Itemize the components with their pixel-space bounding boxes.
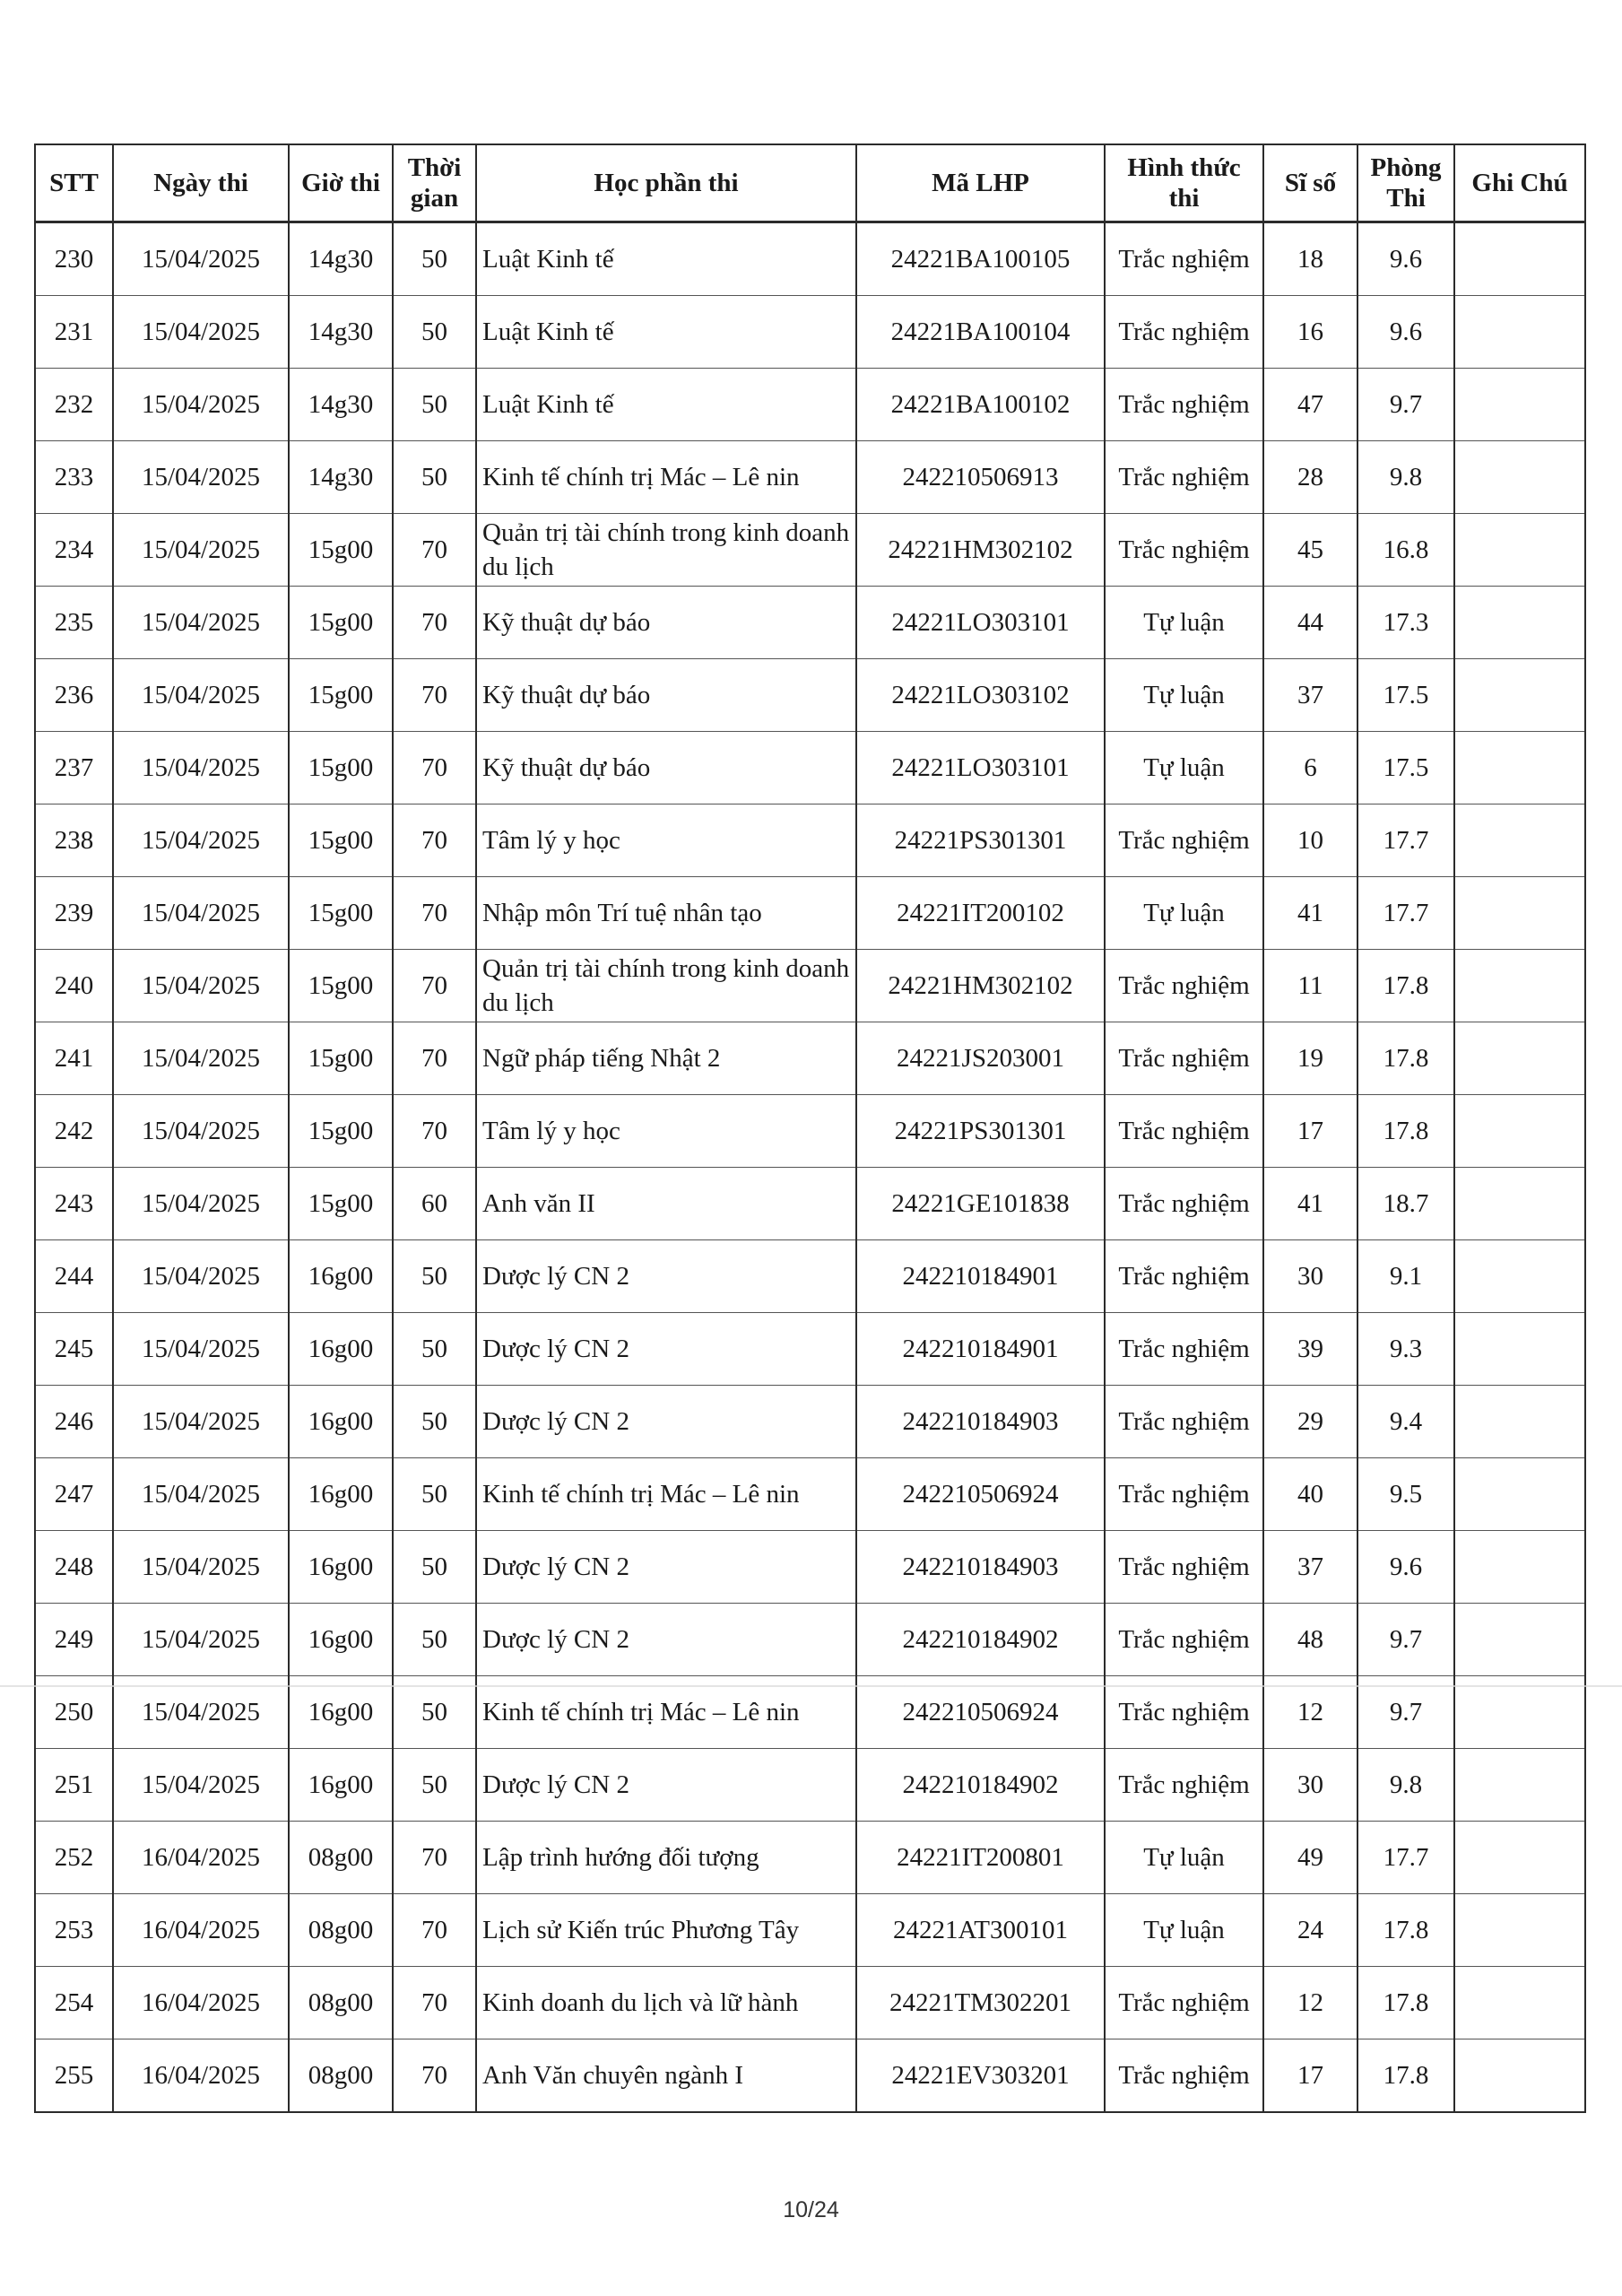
cell-ghi-chu <box>1454 1894 1585 1967</box>
header-stt: STT <box>35 144 113 222</box>
cell-hinh-thuc: Trắc nghiệm <box>1105 1676 1263 1749</box>
table-row <box>35 877 1585 950</box>
cell-ghi-chu <box>1454 877 1585 950</box>
table-row <box>35 659 1585 732</box>
cell-si-so: 41 <box>1263 1168 1357 1240</box>
cell-phong-thi: 9.4 <box>1357 1386 1454 1458</box>
header-ghi-chu: Ghi Chú <box>1454 144 1585 222</box>
cell-stt: 248 <box>35 1531 113 1604</box>
cell-ngay-thi: 15/04/2025 <box>113 1458 289 1531</box>
cell-ma-lhp: 24221BA100102 <box>856 369 1105 441</box>
cell-ngay-thi: 15/04/2025 <box>113 1240 289 1313</box>
cell-hinh-thuc: Trắc nghiệm <box>1105 1386 1263 1458</box>
cell-stt: 233 <box>35 441 113 514</box>
cell-ghi-chu <box>1454 587 1585 659</box>
cell-ngay-thi: 15/04/2025 <box>113 804 289 877</box>
cell-ma-lhp: 242210184901 <box>856 1240 1105 1313</box>
cell-phong-thi: 17.7 <box>1357 1822 1454 1894</box>
cell-hoc-phan: Anh Văn chuyên ngành I <box>476 2039 856 2113</box>
cell-thoi-gian: 70 <box>393 1095 476 1168</box>
cell-thoi-gian: 50 <box>393 1313 476 1386</box>
cell-phong-thi: 17.3 <box>1357 587 1454 659</box>
cell-ma-lhp: 242210184902 <box>856 1749 1105 1822</box>
cell-gio-thi: 15g00 <box>289 804 393 877</box>
cell-ngay-thi: 15/04/2025 <box>113 1604 289 1676</box>
cell-thoi-gian: 70 <box>393 659 476 732</box>
cell-hoc-phan: Quản trị tài chính trong kinh doanh du lịch <box>476 950 856 1022</box>
cell-stt: 235 <box>35 587 113 659</box>
cell-thoi-gian: 50 <box>393 1749 476 1822</box>
table-row <box>35 1022 1585 1095</box>
header-hoc-phan: Học phần thi <box>476 144 856 222</box>
cell-si-so: 17 <box>1263 1095 1357 1168</box>
cell-phong-thi: 17.7 <box>1357 877 1454 950</box>
cell-gio-thi: 14g30 <box>289 369 393 441</box>
cell-stt: 249 <box>35 1604 113 1676</box>
exam-schedule-table <box>34 144 1586 2113</box>
table-row <box>35 950 1585 1022</box>
cell-ma-lhp: 242210184903 <box>856 1386 1105 1458</box>
cell-ghi-chu <box>1454 514 1585 587</box>
cell-ngay-thi: 16/04/2025 <box>113 1822 289 1894</box>
cell-thoi-gian: 70 <box>393 804 476 877</box>
cell-si-so: 24 <box>1263 1894 1357 1967</box>
cell-thoi-gian: 70 <box>393 1967 476 2039</box>
cell-hoc-phan: Dược lý CN 2 <box>476 1749 856 1822</box>
cell-stt: 250 <box>35 1676 113 1749</box>
cell-hoc-phan: Dược lý CN 2 <box>476 1604 856 1676</box>
cell-stt: 245 <box>35 1313 113 1386</box>
cell-ngay-thi: 15/04/2025 <box>113 1313 289 1386</box>
cell-phong-thi: 17.8 <box>1357 1095 1454 1168</box>
cell-hoc-phan: Lịch sử Kiến trúc Phương Tây <box>476 1894 856 1967</box>
cell-phong-thi: 9.8 <box>1357 1749 1454 1822</box>
cell-hoc-phan: Tâm lý y học <box>476 804 856 877</box>
cell-hinh-thuc: Tự luận <box>1105 877 1263 950</box>
cell-si-so: 28 <box>1263 441 1357 514</box>
cell-ma-lhp: 24221LO303101 <box>856 732 1105 804</box>
cell-ngay-thi: 15/04/2025 <box>113 1022 289 1095</box>
cell-phong-thi: 17.8 <box>1357 1894 1454 1967</box>
cell-si-so: 10 <box>1263 804 1357 877</box>
cell-stt: 238 <box>35 804 113 877</box>
table-row <box>35 1386 1585 1458</box>
cell-ghi-chu <box>1454 222 1585 296</box>
cell-gio-thi: 08g00 <box>289 1894 393 1967</box>
cell-phong-thi: 9.6 <box>1357 296 1454 369</box>
cell-hinh-thuc: Trắc nghiệm <box>1105 1531 1263 1604</box>
cell-ghi-chu <box>1454 1386 1585 1458</box>
cell-hinh-thuc: Trắc nghiệm <box>1105 441 1263 514</box>
cell-phong-thi: 17.8 <box>1357 1967 1454 2039</box>
cell-gio-thi: 14g30 <box>289 222 393 296</box>
cell-hinh-thuc: Tự luận <box>1105 1894 1263 1967</box>
cell-stt: 240 <box>35 950 113 1022</box>
cell-hinh-thuc: Tự luận <box>1105 587 1263 659</box>
cell-thoi-gian: 50 <box>393 1531 476 1604</box>
table-row <box>35 2039 1585 2113</box>
cell-ma-lhp: 24221LO303102 <box>856 659 1105 732</box>
cell-si-so: 47 <box>1263 369 1357 441</box>
cell-phong-thi: 9.8 <box>1357 441 1454 514</box>
cell-ma-lhp: 24221EV303201 <box>856 2039 1105 2113</box>
cell-gio-thi: 15g00 <box>289 732 393 804</box>
table-row <box>35 1822 1585 1894</box>
cell-ngay-thi: 15/04/2025 <box>113 1676 289 1749</box>
table-row <box>35 296 1585 369</box>
scan-artifact-line <box>0 1685 1622 1687</box>
cell-ngay-thi: 16/04/2025 <box>113 1967 289 2039</box>
cell-hoc-phan: Kỹ thuật dự báo <box>476 732 856 804</box>
cell-si-so: 12 <box>1263 1676 1357 1749</box>
cell-ghi-chu <box>1454 732 1585 804</box>
header-thoi-gian: Thời gian <box>393 144 476 222</box>
cell-hinh-thuc: Trắc nghiệm <box>1105 950 1263 1022</box>
cell-si-so: 6 <box>1263 732 1357 804</box>
cell-thoi-gian: 70 <box>393 732 476 804</box>
cell-thoi-gian: 70 <box>393 1822 476 1894</box>
cell-ma-lhp: 24221PS301301 <box>856 1095 1105 1168</box>
header-ma-lhp: Mã LHP <box>856 144 1105 222</box>
cell-stt: 231 <box>35 296 113 369</box>
cell-ma-lhp: 24221PS301301 <box>856 804 1105 877</box>
cell-ghi-chu <box>1454 804 1585 877</box>
cell-ghi-chu <box>1454 659 1585 732</box>
table-row <box>35 441 1585 514</box>
cell-si-so: 48 <box>1263 1604 1357 1676</box>
cell-ma-lhp: 242210184901 <box>856 1313 1105 1386</box>
cell-ngay-thi: 15/04/2025 <box>113 1386 289 1458</box>
cell-thoi-gian: 50 <box>393 1458 476 1531</box>
table-row <box>35 1604 1585 1676</box>
cell-thoi-gian: 70 <box>393 514 476 587</box>
header-hinh-thuc: Hình thức thi <box>1105 144 1263 222</box>
cell-hinh-thuc: Trắc nghiệm <box>1105 222 1263 296</box>
cell-ghi-chu <box>1454 1604 1585 1676</box>
cell-ma-lhp: 24221AT300101 <box>856 1894 1105 1967</box>
cell-hinh-thuc: Trắc nghiệm <box>1105 1240 1263 1313</box>
cell-hoc-phan: Kỹ thuật dự báo <box>476 659 856 732</box>
cell-hoc-phan: Lập trình hướng đối tượng <box>476 1822 856 1894</box>
cell-phong-thi: 9.3 <box>1357 1313 1454 1386</box>
cell-thoi-gian: 70 <box>393 877 476 950</box>
table-row <box>35 1240 1585 1313</box>
table-row <box>35 1095 1585 1168</box>
header-phong-thi: Phòng Thi <box>1357 144 1454 222</box>
cell-stt: 247 <box>35 1458 113 1531</box>
cell-si-so: 40 <box>1263 1458 1357 1531</box>
cell-hoc-phan: Kỹ thuật dự báo <box>476 587 856 659</box>
cell-hoc-phan: Dược lý CN 2 <box>476 1240 856 1313</box>
cell-hoc-phan: Luật Kinh tế <box>476 369 856 441</box>
cell-hinh-thuc: Trắc nghiệm <box>1105 1458 1263 1531</box>
cell-ngay-thi: 15/04/2025 <box>113 587 289 659</box>
table-row <box>35 1458 1585 1531</box>
cell-thoi-gian: 50 <box>393 369 476 441</box>
cell-hinh-thuc: Trắc nghiệm <box>1105 514 1263 587</box>
cell-ghi-chu <box>1454 1458 1585 1531</box>
table-row <box>35 1168 1585 1240</box>
cell-stt: 252 <box>35 1822 113 1894</box>
cell-hoc-phan: Kinh tế chính trị Mác – Lê nin <box>476 1676 856 1749</box>
cell-gio-thi: 16g00 <box>289 1458 393 1531</box>
cell-si-so: 37 <box>1263 659 1357 732</box>
table-row <box>35 1894 1585 1967</box>
cell-gio-thi: 16g00 <box>289 1749 393 1822</box>
cell-stt: 241 <box>35 1022 113 1095</box>
cell-phong-thi: 17.5 <box>1357 659 1454 732</box>
cell-gio-thi: 16g00 <box>289 1386 393 1458</box>
cell-ma-lhp: 242210506924 <box>856 1676 1105 1749</box>
cell-hinh-thuc: Trắc nghiệm <box>1105 369 1263 441</box>
cell-gio-thi: 15g00 <box>289 514 393 587</box>
cell-hoc-phan: Luật Kinh tế <box>476 222 856 296</box>
cell-thoi-gian: 70 <box>393 950 476 1022</box>
table-row <box>35 1749 1585 1822</box>
cell-ma-lhp: 24221TM302201 <box>856 1967 1105 2039</box>
table-row <box>35 514 1585 587</box>
cell-phong-thi: 9.1 <box>1357 1240 1454 1313</box>
table-row <box>35 1531 1585 1604</box>
cell-ghi-chu <box>1454 1749 1585 1822</box>
cell-gio-thi: 15g00 <box>289 1095 393 1168</box>
table-row <box>35 732 1585 804</box>
cell-hinh-thuc: Trắc nghiệm <box>1105 1604 1263 1676</box>
cell-hinh-thuc: Trắc nghiệm <box>1105 2039 1263 2113</box>
cell-ghi-chu <box>1454 441 1585 514</box>
cell-ghi-chu <box>1454 1022 1585 1095</box>
cell-ngay-thi: 15/04/2025 <box>113 732 289 804</box>
cell-hoc-phan: Kinh tế chính trị Mác – Lê nin <box>476 1458 856 1531</box>
cell-phong-thi: 9.7 <box>1357 1676 1454 1749</box>
cell-gio-thi: 16g00 <box>289 1313 393 1386</box>
cell-hinh-thuc: Trắc nghiệm <box>1105 1967 1263 2039</box>
cell-gio-thi: 15g00 <box>289 950 393 1022</box>
cell-ghi-chu <box>1454 2039 1585 2113</box>
cell-hinh-thuc: Tự luận <box>1105 1822 1263 1894</box>
cell-stt: 246 <box>35 1386 113 1458</box>
cell-hinh-thuc: Trắc nghiệm <box>1105 1313 1263 1386</box>
cell-thoi-gian: 70 <box>393 1894 476 1967</box>
cell-si-so: 16 <box>1263 296 1357 369</box>
cell-gio-thi: 16g00 <box>289 1240 393 1313</box>
cell-stt: 244 <box>35 1240 113 1313</box>
page-number: 10/24 <box>783 2197 839 2222</box>
cell-phong-thi: 17.5 <box>1357 732 1454 804</box>
table-body <box>35 222 1585 2113</box>
cell-si-so: 30 <box>1263 1749 1357 1822</box>
cell-si-so: 12 <box>1263 1967 1357 2039</box>
cell-ngay-thi: 15/04/2025 <box>113 514 289 587</box>
cell-hoc-phan: Nhập môn Trí tuệ nhân tạo <box>476 877 856 950</box>
cell-si-so: 41 <box>1263 877 1357 950</box>
cell-ma-lhp: 24221BA100105 <box>856 222 1105 296</box>
cell-si-so: 39 <box>1263 1313 1357 1386</box>
cell-thoi-gian: 50 <box>393 296 476 369</box>
cell-stt: 255 <box>35 2039 113 2113</box>
cell-thoi-gian: 50 <box>393 1386 476 1458</box>
cell-ma-lhp: 24221HM302102 <box>856 950 1105 1022</box>
cell-ma-lhp: 24221LO303101 <box>856 587 1105 659</box>
cell-si-so: 29 <box>1263 1386 1357 1458</box>
cell-stt: 234 <box>35 514 113 587</box>
cell-ngay-thi: 15/04/2025 <box>113 950 289 1022</box>
cell-si-so: 18 <box>1263 222 1357 296</box>
cell-hoc-phan: Quản trị tài chính trong kinh doanh du lịch <box>476 514 856 587</box>
cell-thoi-gian: 50 <box>393 1240 476 1313</box>
cell-stt: 237 <box>35 732 113 804</box>
cell-stt: 230 <box>35 222 113 296</box>
cell-ma-lhp: 24221JS203001 <box>856 1022 1105 1095</box>
cell-ghi-chu <box>1454 1168 1585 1240</box>
header-ngay-thi: Ngày thi <box>113 144 289 222</box>
cell-ghi-chu <box>1454 369 1585 441</box>
cell-hoc-phan: Anh văn II <box>476 1168 856 1240</box>
cell-thoi-gian: 70 <box>393 1022 476 1095</box>
cell-hinh-thuc: Trắc nghiệm <box>1105 1095 1263 1168</box>
cell-stt: 243 <box>35 1168 113 1240</box>
table-row <box>35 1313 1585 1386</box>
cell-ma-lhp: 242210184902 <box>856 1604 1105 1676</box>
cell-phong-thi: 9.7 <box>1357 369 1454 441</box>
table-header-row <box>35 144 1585 222</box>
cell-hinh-thuc: Trắc nghiệm <box>1105 1749 1263 1822</box>
cell-ngay-thi: 15/04/2025 <box>113 1095 289 1168</box>
cell-stt: 239 <box>35 877 113 950</box>
cell-gio-thi: 15g00 <box>289 1022 393 1095</box>
table-row <box>35 804 1585 877</box>
cell-hoc-phan: Luật Kinh tế <box>476 296 856 369</box>
cell-gio-thi: 08g00 <box>289 2039 393 2113</box>
cell-stt: 254 <box>35 1967 113 2039</box>
cell-ghi-chu <box>1454 296 1585 369</box>
cell-hoc-phan: Dược lý CN 2 <box>476 1386 856 1458</box>
cell-si-so: 45 <box>1263 514 1357 587</box>
cell-gio-thi: 16g00 <box>289 1676 393 1749</box>
cell-stt: 236 <box>35 659 113 732</box>
cell-ghi-chu <box>1454 950 1585 1022</box>
cell-ghi-chu <box>1454 1240 1585 1313</box>
cell-ngay-thi: 15/04/2025 <box>113 1749 289 1822</box>
header-gio-thi: Giờ thi <box>289 144 393 222</box>
cell-phong-thi: 18.7 <box>1357 1168 1454 1240</box>
cell-hoc-phan: Kinh tế chính trị Mác – Lê nin <box>476 441 856 514</box>
cell-stt: 253 <box>35 1894 113 1967</box>
cell-hoc-phan: Ngữ pháp tiếng Nhật 2 <box>476 1022 856 1095</box>
cell-ghi-chu <box>1454 1967 1585 2039</box>
cell-thoi-gian: 50 <box>393 1604 476 1676</box>
cell-gio-thi: 15g00 <box>289 659 393 732</box>
cell-ma-lhp: 24221IT200102 <box>856 877 1105 950</box>
cell-si-so: 30 <box>1263 1240 1357 1313</box>
cell-si-so: 11 <box>1263 950 1357 1022</box>
cell-thoi-gian: 70 <box>393 2039 476 2113</box>
cell-ngay-thi: 15/04/2025 <box>113 369 289 441</box>
cell-si-so: 19 <box>1263 1022 1357 1095</box>
cell-hinh-thuc: Trắc nghiệm <box>1105 804 1263 877</box>
table-row <box>35 1967 1585 2039</box>
cell-hoc-phan: Dược lý CN 2 <box>476 1313 856 1386</box>
cell-si-so: 49 <box>1263 1822 1357 1894</box>
cell-ma-lhp: 24221HM302102 <box>856 514 1105 587</box>
cell-ngay-thi: 15/04/2025 <box>113 659 289 732</box>
cell-hinh-thuc: Tự luận <box>1105 659 1263 732</box>
table-row <box>35 587 1585 659</box>
cell-thoi-gian: 60 <box>393 1168 476 1240</box>
cell-ngay-thi: 16/04/2025 <box>113 2039 289 2113</box>
table-row <box>35 369 1585 441</box>
cell-phong-thi: 17.8 <box>1357 2039 1454 2113</box>
cell-hinh-thuc: Trắc nghiệm <box>1105 296 1263 369</box>
cell-si-so: 37 <box>1263 1531 1357 1604</box>
cell-phong-thi: 9.6 <box>1357 1531 1454 1604</box>
cell-gio-thi: 14g30 <box>289 441 393 514</box>
cell-phong-thi: 9.7 <box>1357 1604 1454 1676</box>
cell-hinh-thuc: Tự luận <box>1105 732 1263 804</box>
cell-ma-lhp: 242210184903 <box>856 1531 1105 1604</box>
cell-gio-thi: 16g00 <box>289 1531 393 1604</box>
cell-ngay-thi: 15/04/2025 <box>113 1531 289 1604</box>
cell-phong-thi: 17.8 <box>1357 1022 1454 1095</box>
cell-gio-thi: 15g00 <box>289 877 393 950</box>
cell-stt: 232 <box>35 369 113 441</box>
cell-gio-thi: 16g00 <box>289 1604 393 1676</box>
cell-phong-thi: 16.8 <box>1357 514 1454 587</box>
cell-hoc-phan: Dược lý CN 2 <box>476 1531 856 1604</box>
cell-ghi-chu <box>1454 1313 1585 1386</box>
cell-phong-thi: 9.5 <box>1357 1458 1454 1531</box>
header-si-so: Sĩ số <box>1263 144 1357 222</box>
cell-stt: 251 <box>35 1749 113 1822</box>
cell-gio-thi: 15g00 <box>289 587 393 659</box>
cell-ghi-chu <box>1454 1095 1585 1168</box>
cell-gio-thi: 15g00 <box>289 1168 393 1240</box>
cell-ngay-thi: 15/04/2025 <box>113 222 289 296</box>
cell-ngay-thi: 16/04/2025 <box>113 1894 289 1967</box>
cell-thoi-gian: 50 <box>393 441 476 514</box>
cell-ma-lhp: 24221IT200801 <box>856 1822 1105 1894</box>
cell-hoc-phan: Tâm lý y học <box>476 1095 856 1168</box>
cell-ngay-thi: 15/04/2025 <box>113 441 289 514</box>
cell-stt: 242 <box>35 1095 113 1168</box>
cell-thoi-gian: 50 <box>393 222 476 296</box>
cell-hoc-phan: Kinh doanh du lịch và lữ hành <box>476 1967 856 2039</box>
cell-phong-thi: 17.8 <box>1357 950 1454 1022</box>
cell-hinh-thuc: Trắc nghiệm <box>1105 1022 1263 1095</box>
cell-thoi-gian: 70 <box>393 587 476 659</box>
cell-gio-thi: 08g00 <box>289 1967 393 2039</box>
cell-si-so: 17 <box>1263 2039 1357 2113</box>
cell-ghi-chu <box>1454 1822 1585 1894</box>
cell-thoi-gian: 50 <box>393 1676 476 1749</box>
cell-hinh-thuc: Trắc nghiệm <box>1105 1168 1263 1240</box>
cell-ma-lhp: 242210506924 <box>856 1458 1105 1531</box>
cell-ma-lhp: 24221GE101838 <box>856 1168 1105 1240</box>
cell-phong-thi: 17.7 <box>1357 804 1454 877</box>
cell-ma-lhp: 24221BA100104 <box>856 296 1105 369</box>
cell-ngay-thi: 15/04/2025 <box>113 296 289 369</box>
table-row <box>35 222 1585 296</box>
cell-ghi-chu <box>1454 1531 1585 1604</box>
cell-ngay-thi: 15/04/2025 <box>113 877 289 950</box>
cell-si-so: 44 <box>1263 587 1357 659</box>
cell-ma-lhp: 242210506913 <box>856 441 1105 514</box>
cell-gio-thi: 14g30 <box>289 296 393 369</box>
cell-phong-thi: 9.6 <box>1357 222 1454 296</box>
cell-gio-thi: 08g00 <box>289 1822 393 1894</box>
cell-ngay-thi: 15/04/2025 <box>113 1168 289 1240</box>
